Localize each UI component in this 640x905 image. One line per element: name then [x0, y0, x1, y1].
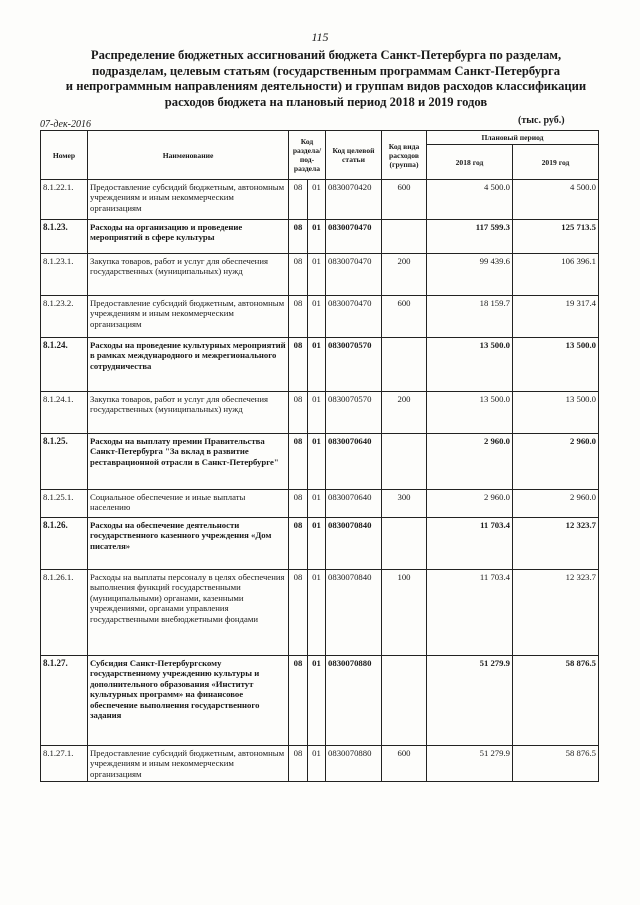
- row-target-code: 0830070880: [326, 656, 382, 746]
- document-date: 07-дек-2016: [40, 119, 91, 130]
- row-value-2018: 18 159.7: [427, 296, 513, 338]
- table-row: [41, 338, 599, 392]
- row-section-code: 08: [289, 296, 308, 338]
- row-subsection-code: 01: [308, 518, 326, 570]
- row-value-2019: 19 317.4: [513, 296, 599, 338]
- row-value-2018: 117 599.3: [427, 220, 513, 254]
- row-section-code: 08: [289, 570, 308, 656]
- row-target-code: 0830070470: [326, 220, 382, 254]
- row-section-code: 08: [289, 392, 308, 434]
- row-subsection-code: 01: [308, 296, 326, 338]
- row-target-code: 0830070840: [326, 518, 382, 570]
- row-value-2019: 125 713.5: [513, 220, 599, 254]
- row-expense-type-code: [382, 434, 427, 490]
- row-name: Закупка товаров, работ и услуг для обеспечения государственных (муниципальных) нужд: [88, 392, 289, 434]
- row-number: 8.1.25.1.: [41, 490, 88, 518]
- row-value-2019: 12 323.7: [513, 570, 599, 656]
- row-value-2019: 13 500.0: [513, 338, 599, 392]
- row-target-code: 0830070570: [326, 338, 382, 392]
- row-expense-type-code: 300: [382, 490, 427, 518]
- table-row: [41, 490, 599, 518]
- row-subsection-code: 01: [308, 656, 326, 746]
- row-value-2019: 13 500.0: [513, 392, 599, 434]
- row-section-code: 08: [289, 220, 308, 254]
- title-line: Распределение бюджетных ассигнований бюджета Санкт-Петербурга по разделам,: [90, 48, 562, 62]
- row-name: Расходы на проведение культурных мероприятий в рамках международного и межрегионального сотрудничества: [88, 338, 289, 392]
- row-number: 8.1.27.1.: [41, 746, 88, 782]
- row-target-code: 0830070570: [326, 392, 382, 434]
- row-value-2019: 12 323.7: [513, 518, 599, 570]
- row-number: 8.1.23.2.: [41, 296, 88, 338]
- row-value-2018: 4 500.0: [427, 180, 513, 220]
- row-expense-type-code: 100: [382, 570, 427, 656]
- row-name: Расходы на организацию и проведение мероприятий в сфере культуры: [88, 220, 289, 254]
- table-row: [41, 296, 599, 338]
- table-row: [41, 518, 599, 570]
- row-value-2018: 11 703.4: [427, 570, 513, 656]
- header-name: Наименование: [88, 131, 289, 180]
- header-expense-type-code: Код вида расходов (группа): [382, 131, 427, 180]
- row-target-code: 0830070470: [326, 296, 382, 338]
- row-subsection-code: 01: [308, 490, 326, 518]
- row-section-code: 08: [289, 338, 308, 392]
- row-value-2019: 4 500.0: [513, 180, 599, 220]
- row-value-2019: 58 876.5: [513, 746, 599, 782]
- row-value-2018: 51 279.9: [427, 656, 513, 746]
- row-expense-type-code: [382, 220, 427, 254]
- row-name: Предоставление субсидий бюджетным, автономным учреждениям и иным некоммерческим организациям: [88, 180, 289, 220]
- row-target-code: 0830070420: [326, 180, 382, 220]
- row-subsection-code: 01: [308, 392, 326, 434]
- row-expense-type-code: 200: [382, 254, 427, 296]
- table-row: [41, 392, 599, 434]
- row-subsection-code: 01: [308, 746, 326, 782]
- row-name: Расходы на выплату премии Правительства Санкт-Петербурга "За вклад в развитие реставрационной отрасли в Санкт-Петербурге": [88, 434, 289, 490]
- row-target-code: 0830070640: [326, 490, 382, 518]
- row-expense-type-code: 600: [382, 296, 427, 338]
- budget-table: [40, 130, 599, 782]
- row-number: 8.1.25.: [41, 434, 88, 490]
- row-number: 8.1.26.1.: [41, 570, 88, 656]
- row-value-2018: 11 703.4: [427, 518, 513, 570]
- row-name: Предоставление субсидий бюджетным, автономным учреждениям и иным некоммерческим организациям: [88, 296, 289, 338]
- row-section-code: 08: [289, 180, 308, 220]
- row-value-2019: 106 396.1: [513, 254, 599, 296]
- row-expense-type-code: [382, 338, 427, 392]
- row-number: 8.1.23.1.: [41, 254, 88, 296]
- document-title: [36, 48, 616, 110]
- table-row: [41, 570, 599, 656]
- row-value-2018: 13 500.0: [427, 338, 513, 392]
- row-number: 8.1.26.: [41, 518, 88, 570]
- row-subsection-code: 01: [308, 254, 326, 296]
- row-section-code: 08: [289, 434, 308, 490]
- row-number: 8.1.24.1.: [41, 392, 88, 434]
- row-number: 8.1.23.: [41, 220, 88, 254]
- row-value-2018: 2 960.0: [427, 490, 513, 518]
- units-label: (тыс. руб.): [518, 115, 565, 126]
- row-target-code: 0830070880: [326, 746, 382, 782]
- row-value-2018: 2 960.0: [427, 434, 513, 490]
- header-section-code: Код раздела/ под-раздела: [289, 131, 326, 180]
- row-subsection-code: 01: [308, 338, 326, 392]
- header-year-2018: 2018 год: [427, 145, 513, 180]
- row-number: 8.1.27.: [41, 656, 88, 746]
- row-section-code: 08: [289, 518, 308, 570]
- row-number: 8.1.24.: [41, 338, 88, 392]
- row-expense-type-code: 600: [382, 746, 427, 782]
- table-row: [41, 656, 599, 746]
- row-value-2019: 2 960.0: [513, 490, 599, 518]
- row-name: Расходы на выплаты персоналу в целях обеспечения выполнения функций государственными (муниципальными) органами, казенными учреждениями, органами управления государственными внебюджетными фондами: [88, 570, 289, 656]
- row-expense-type-code: 600: [382, 180, 427, 220]
- table-row: [41, 434, 599, 490]
- table-header: [41, 131, 599, 180]
- row-target-code: 0830070840: [326, 570, 382, 656]
- table-row: [41, 254, 599, 296]
- row-value-2018: 51 279.9: [427, 746, 513, 782]
- row-value-2018: 13 500.0: [427, 392, 513, 434]
- row-value-2018: 99 439.6: [427, 254, 513, 296]
- row-name: Предоставление субсидий бюджетным, автономным учреждениям и иным некоммерческим организациям: [88, 746, 289, 782]
- table-row: [41, 220, 599, 254]
- row-section-code: 08: [289, 254, 308, 296]
- title-line: и непрограммным направлениям деятельности) и группам видов расходов классификации: [65, 79, 587, 93]
- row-value-2019: 2 960.0: [513, 434, 599, 490]
- row-expense-type-code: [382, 518, 427, 570]
- row-expense-type-code: [382, 656, 427, 746]
- row-section-code: 08: [289, 746, 308, 782]
- row-subsection-code: 01: [308, 434, 326, 490]
- row-section-code: 08: [289, 656, 308, 746]
- row-name: Субсидия Санкт-Петербургскому государственному учреждению культуры и дополнительного образования «Институт культурных программ» на финансовое обеспечение выполнения государственного задания: [88, 656, 289, 746]
- title-line: подразделам, целевым статьям (государственным программам Санкт-Петербурга: [91, 63, 561, 78]
- row-subsection-code: 01: [308, 220, 326, 254]
- page-number: 115: [311, 30, 329, 44]
- header-number: Номер: [41, 131, 88, 180]
- header-planned-period: Плановый период: [427, 131, 599, 145]
- header-target-code: Код целевой статьи: [326, 131, 382, 180]
- row-value-2019: 58 876.5: [513, 656, 599, 746]
- row-number: 8.1.22.1.: [41, 180, 88, 220]
- row-target-code: 0830070640: [326, 434, 382, 490]
- table-row: [41, 746, 599, 782]
- row-subsection-code: 01: [308, 570, 326, 656]
- row-name: Социальное обеспечение и иные выплаты населению: [88, 490, 289, 518]
- table-body: [41, 180, 599, 782]
- row-name: Закупка товаров, работ и услуг для обеспечения государственных (муниципальных) нужд: [88, 254, 289, 296]
- row-name: Расходы на обеспечение деятельности государственного казенного учреждения «Дом писателя»: [88, 518, 289, 570]
- title-line: расходов бюджета на плановый период 2018 и 2019 годов: [164, 94, 488, 109]
- header-year-2019: 2019 год: [513, 145, 599, 180]
- row-target-code: 0830070470: [326, 254, 382, 296]
- row-subsection-code: 01: [308, 180, 326, 220]
- table-row: [41, 180, 599, 220]
- row-expense-type-code: 200: [382, 392, 427, 434]
- row-section-code: 08: [289, 490, 308, 518]
